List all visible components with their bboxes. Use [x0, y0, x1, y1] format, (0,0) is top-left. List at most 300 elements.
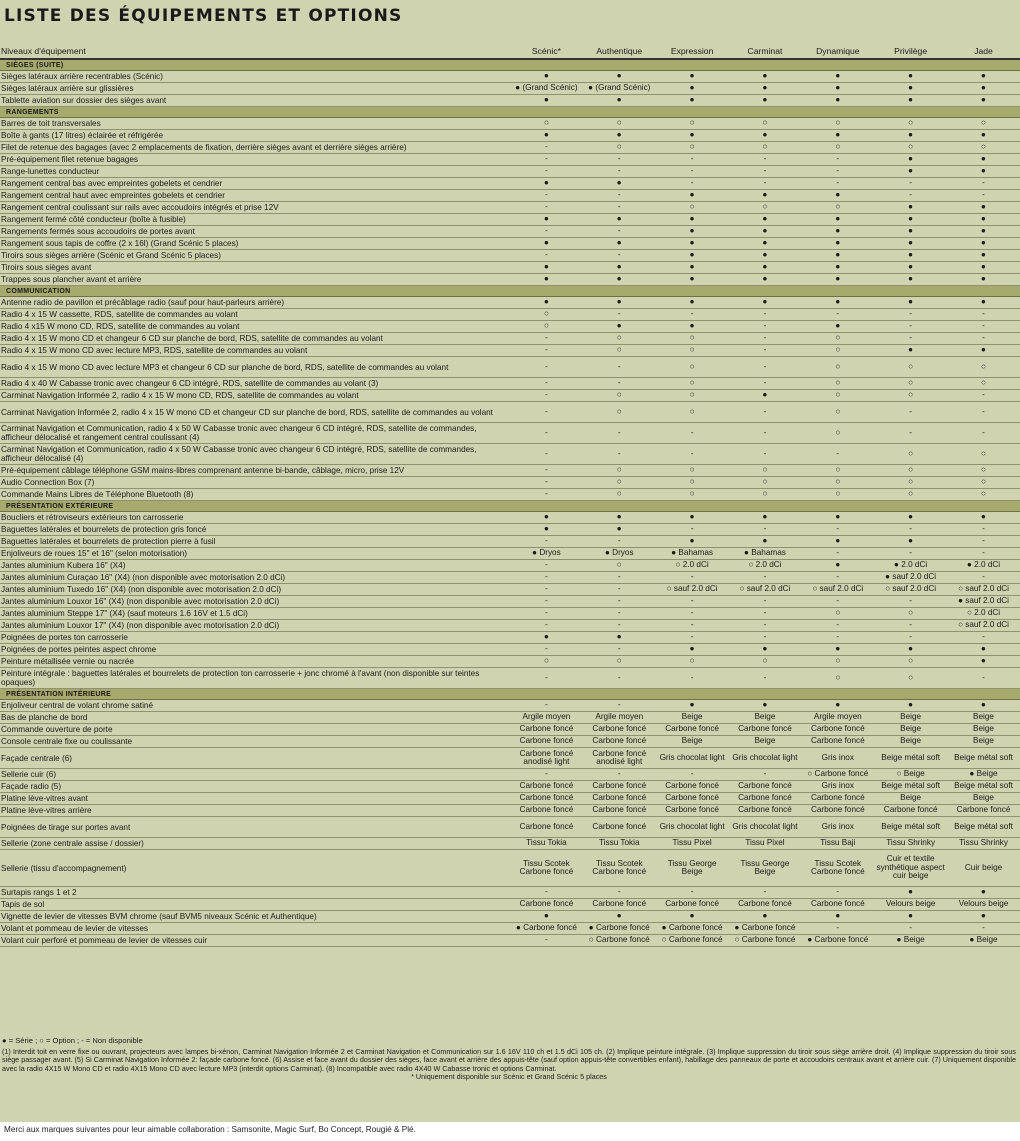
table-row [0, 83, 1020, 95]
table-row [0, 536, 1020, 548]
equipment-label: Poignées de portes peintes aspect chrome [0, 644, 510, 656]
equipment-label: Tablette aviation sur dossier des sièges avant [0, 95, 510, 107]
equipment-label: Enjoliveur central de volant chrome satiné [0, 700, 510, 712]
availability-cell: ○ [947, 118, 1020, 130]
equipment-label: Commande ouverture de porte [0, 724, 510, 736]
equipment-label: Jantes aluminium Louxor 16" (X4) (non disponible avec motorisation 2.0 dCi) [0, 596, 510, 608]
availability-cell: ○ [656, 378, 729, 390]
availability-cell: ● [874, 911, 947, 923]
table-row [0, 465, 1020, 477]
availability-cell: Carbone foncé [729, 781, 802, 793]
table-row [0, 190, 1020, 202]
availability-cell: - [510, 887, 583, 899]
availability-cell: ● [801, 95, 874, 107]
availability-cell: Carbone foncé [583, 793, 656, 805]
availability-cell: ○ [656, 202, 729, 214]
equipment-label: Tapis de sol [0, 899, 510, 911]
availability-cell: - [947, 402, 1020, 423]
column-header: Privilège [874, 44, 947, 59]
availability-cell: ○ [656, 390, 729, 402]
availability-cell: ● Bahamas [729, 548, 802, 560]
section-title: RANGEMENTS [6, 108, 59, 116]
availability-cell: - [729, 620, 802, 632]
availability-cell: ● [947, 71, 1020, 83]
availability-cell: ● Dryos [583, 548, 656, 560]
availability-cell: - [583, 769, 656, 781]
availability-cell: Cuir et textile synthétique aspect cuir beige [874, 850, 947, 887]
table-row [0, 596, 1020, 608]
equipment-label: Carminat Navigation Informée 2, radio 4 x 15 W mono CD, RDS, satellite de commandes au volant [0, 390, 510, 402]
availability-cell: - [947, 632, 1020, 644]
availability-cell: ● [947, 166, 1020, 178]
section-header-row [0, 107, 1020, 118]
availability-cell: ● [874, 71, 947, 83]
availability-cell: - [583, 444, 656, 465]
availability-cell: Beige [947, 712, 1020, 724]
section-title: PRÉSENTATION EXTÉRIEURE [6, 502, 114, 510]
availability-cell: - [801, 309, 874, 321]
table-row [0, 262, 1020, 274]
table-row [0, 781, 1020, 793]
availability-cell: - [510, 572, 583, 584]
availability-cell: - [510, 357, 583, 378]
availability-cell: - [510, 345, 583, 357]
availability-cell: Tissu Scotek Carbone foncé [510, 850, 583, 887]
availability-cell: ● [947, 95, 1020, 107]
availability-cell: ○ [656, 402, 729, 423]
equipment-label: Sièges latéraux arrière sur glissières [0, 83, 510, 95]
availability-cell: ○ [583, 118, 656, 130]
availability-cell: ● [729, 390, 802, 402]
availability-cell: - [656, 620, 729, 632]
availability-cell: Tissu George Beige [729, 850, 802, 887]
equipment-label: Carminat Navigation et Communication, radio 4 x 50 W Cabasse tronic avec changeur 6 CD intégré, RDS, satellite de commandes, afficheur délocalisé et rangement central coulissant (4) [0, 423, 510, 444]
availability-cell: ○ [583, 390, 656, 402]
availability-cell: Gris inox [801, 748, 874, 769]
availability-cell: ○ [874, 357, 947, 378]
column-header: Carminat [729, 44, 802, 59]
equipment-label: Jantes aluminium Kubera 16" (X4) [0, 560, 510, 572]
availability-cell: ○ [510, 656, 583, 668]
availability-cell: ● [729, 238, 802, 250]
section-header [0, 689, 1020, 700]
availability-cell: - [729, 596, 802, 608]
equipment-label: Audio Connection Box (7) [0, 477, 510, 489]
table-row [0, 390, 1020, 402]
availability-cell: ● [801, 560, 874, 572]
availability-cell: - [801, 596, 874, 608]
availability-cell: ○ [947, 444, 1020, 465]
equipment-label: Vignette de levier de vitesses BVM chrome (sauf BVM5 niveaux Scénic et Authentique) [0, 911, 510, 923]
table-row [0, 911, 1020, 923]
availability-cell: ● [947, 238, 1020, 250]
availability-cell: - [583, 644, 656, 656]
availability-cell: ● 2.0 dCi [947, 560, 1020, 572]
table-row [0, 620, 1020, 632]
availability-cell: ● Bahamas [656, 548, 729, 560]
availability-cell: - [729, 357, 802, 378]
column-header: Expression [656, 44, 729, 59]
availability-cell: ○ sauf 2.0 dCi [947, 584, 1020, 596]
availability-cell: Beige métal soft [947, 817, 1020, 838]
availability-cell: Carbone foncé [656, 724, 729, 736]
availability-cell: Carbone foncé [583, 724, 656, 736]
availability-cell: Tissu Scotek Carbone foncé [801, 850, 874, 887]
availability-cell: ● [801, 190, 874, 202]
availability-cell: - [656, 444, 729, 465]
thanks-line: Merci aux marques suivantes pour leur aimable collaboration : Samsonite, Magic Surf, Bo Concept, Rougié & Plé. [4, 1125, 416, 1134]
availability-cell: - [729, 402, 802, 423]
table-row [0, 423, 1020, 444]
table-row [0, 850, 1020, 887]
column-header: Jade [947, 44, 1020, 59]
availability-cell: ● [801, 536, 874, 548]
availability-cell: Beige métal soft [874, 748, 947, 769]
availability-cell: ● [947, 911, 1020, 923]
table-row [0, 736, 1020, 748]
equipment-label: Poignées de tirage sur portes avant [0, 817, 510, 838]
availability-cell: ● [947, 700, 1020, 712]
equipment-label: Sellerie cuir (6) [0, 769, 510, 781]
availability-cell: Carbone foncé [729, 724, 802, 736]
availability-cell: - [583, 378, 656, 390]
table-row [0, 817, 1020, 838]
section-header-row [0, 689, 1020, 700]
availability-cell: ● sauf 2.0 dCi [874, 572, 947, 584]
column-header: Authentique [583, 44, 656, 59]
availability-cell: Tissu Baji [801, 838, 874, 850]
availability-cell: ○ [801, 656, 874, 668]
table-row [0, 524, 1020, 536]
availability-cell: Tissu Scotek Carbone foncé [583, 850, 656, 887]
availability-cell: - [510, 560, 583, 572]
equipment-label: Façade centrale (6) [0, 748, 510, 769]
availability-cell: - [801, 572, 874, 584]
availability-cell: ● (Grand Scénic) [510, 83, 583, 95]
availability-cell: ● [729, 130, 802, 142]
table-row [0, 95, 1020, 107]
equipment-label: Rangement fermé côté conducteur (boîte à fusible) [0, 214, 510, 226]
availability-cell: ● [583, 297, 656, 309]
availability-cell: ○ [656, 489, 729, 501]
availability-cell: - [583, 608, 656, 620]
table-row [0, 724, 1020, 736]
equipment-label: Enjoliveurs de roues 15" et 16" (selon motorisation) [0, 548, 510, 560]
table-row [0, 805, 1020, 817]
table-row [0, 357, 1020, 378]
availability-cell: - [947, 178, 1020, 190]
availability-cell: ● [729, 214, 802, 226]
availability-cell: Beige [874, 793, 947, 805]
availability-cell: ○ 2.0 dCi [729, 560, 802, 572]
availability-cell: ● [583, 274, 656, 286]
table-row [0, 656, 1020, 668]
section-title: SIÈGES (SUITE) [6, 61, 64, 69]
availability-cell: Carbone foncé [510, 817, 583, 838]
availability-cell: - [583, 309, 656, 321]
availability-cell: ○ [656, 333, 729, 345]
availability-cell: - [656, 769, 729, 781]
availability-cell: - [729, 166, 802, 178]
availability-cell: ○ [510, 118, 583, 130]
table-row [0, 712, 1020, 724]
availability-cell: - [874, 632, 947, 644]
availability-cell: - [583, 250, 656, 262]
availability-cell: Beige [947, 736, 1020, 748]
availability-cell: ● [583, 512, 656, 524]
equipment-label: Carminat Navigation et Communication, radio 4 x 50 W Cabasse tronic avec changeur 6 CD intégré, RDS, satellite de commandes, afficheur délocalisé (4) [0, 444, 510, 465]
availability-cell: ○ 2.0 dCi [656, 560, 729, 572]
table-row [0, 748, 1020, 769]
availability-cell: Cuir beige [947, 850, 1020, 887]
availability-cell: ● [947, 274, 1020, 286]
availability-cell: ○ 2.0 dCi [947, 608, 1020, 620]
availability-cell: Carbone foncé [801, 793, 874, 805]
column-header: Dynamique [801, 44, 874, 59]
availability-cell: ● (Grand Scénic) [583, 83, 656, 95]
availability-cell: - [874, 524, 947, 536]
availability-cell: - [801, 154, 874, 166]
availability-cell: ○ [874, 668, 947, 689]
equipment-label: Façade radio (5) [0, 781, 510, 793]
table-row [0, 644, 1020, 656]
equipment-label: Peinture métallisée vernie ou nacrée [0, 656, 510, 668]
availability-cell: ○ [656, 345, 729, 357]
availability-cell: ○ [656, 357, 729, 378]
table-row [0, 444, 1020, 465]
equipment-label: Rangements fermés sous accoudoirs de portes avant [0, 226, 510, 238]
availability-cell: ● [801, 700, 874, 712]
availability-cell: ● [656, 512, 729, 524]
availability-cell: - [729, 668, 802, 689]
table-row [0, 887, 1020, 899]
availability-cell: - [801, 178, 874, 190]
table-body [0, 59, 1020, 947]
table-row [0, 321, 1020, 333]
availability-cell: - [801, 632, 874, 644]
availability-cell: ● [583, 130, 656, 142]
availability-cell: ○ [729, 142, 802, 154]
availability-cell: ○ [874, 118, 947, 130]
table-row [0, 154, 1020, 166]
availability-cell: ● [801, 214, 874, 226]
table-row [0, 118, 1020, 130]
availability-cell: Beige métal soft [874, 817, 947, 838]
availability-cell: - [729, 524, 802, 536]
availability-cell: ● [656, 250, 729, 262]
availability-cell: ● [729, 700, 802, 712]
availability-cell: ○ [583, 142, 656, 154]
table-row [0, 142, 1020, 154]
equipment-label: Boîte à gants (17 litres) éclairée et réfrigérée [0, 130, 510, 142]
availability-cell: ○ [874, 477, 947, 489]
equipment-label: Range-lunettes conducteur [0, 166, 510, 178]
availability-cell: Argile moyen [510, 712, 583, 724]
availability-cell: - [874, 423, 947, 444]
availability-cell: ● [656, 700, 729, 712]
availability-cell: - [510, 477, 583, 489]
section-header [0, 286, 1020, 297]
availability-cell: - [583, 584, 656, 596]
availability-cell: ○ [874, 142, 947, 154]
availability-cell: ○ Beige [874, 769, 947, 781]
availability-cell: ● [656, 71, 729, 83]
equipment-label: Platine lève-vitres avant [0, 793, 510, 805]
availability-cell: - [729, 333, 802, 345]
equipment-label: Boucliers et rétroviseurs extérieurs ton carrosserie [0, 512, 510, 524]
equipment-label: Bas de planche de bord [0, 712, 510, 724]
availability-cell: ● [947, 83, 1020, 95]
availability-cell: ● Beige [947, 769, 1020, 781]
availability-cell: Tissu Tokia [510, 838, 583, 850]
availability-cell: - [947, 536, 1020, 548]
availability-cell: ○ [947, 378, 1020, 390]
availability-cell: Tissu Pixel [656, 838, 729, 850]
availability-cell: ● [874, 154, 947, 166]
availability-cell: - [947, 333, 1020, 345]
availability-cell: ● [947, 202, 1020, 214]
availability-cell: Beige [729, 712, 802, 724]
availability-cell: ● [801, 83, 874, 95]
availability-cell: ● [583, 238, 656, 250]
equipment-label: Rangement central coulissant sur rails avec accoudoirs intégrés et prise 12V [0, 202, 510, 214]
availability-cell: ● [510, 238, 583, 250]
equipment-label: Baguettes latérales et bourrelets de protection gris foncé [0, 524, 510, 536]
availability-cell: ○ [583, 402, 656, 423]
availability-cell: - [801, 923, 874, 935]
availability-cell: - [583, 154, 656, 166]
availability-cell: - [801, 887, 874, 899]
table-row [0, 548, 1020, 560]
availability-cell: Carbone foncé [801, 724, 874, 736]
section-title: PRÉSENTATION INTÉRIEURE [6, 690, 112, 698]
availability-cell: ○ [801, 142, 874, 154]
availability-cell: ○ Carbone foncé [583, 935, 656, 947]
availability-cell: ○ [801, 333, 874, 345]
availability-cell: ● [801, 262, 874, 274]
availability-cell: ● [510, 262, 583, 274]
availability-cell: Carbone foncé [729, 793, 802, 805]
availability-cell: - [874, 178, 947, 190]
equipment-label: Platine lève-vitres arrière [0, 805, 510, 817]
availability-cell: ● Beige [947, 935, 1020, 947]
availability-cell: ● [874, 166, 947, 178]
availability-cell: Carbone foncé [656, 793, 729, 805]
availability-cell: - [947, 423, 1020, 444]
availability-cell: ● Carbone foncé [801, 935, 874, 947]
availability-cell: Carbone foncé [510, 724, 583, 736]
availability-cell: ● [656, 911, 729, 923]
equipment-label: Tiroirs sous sièges avant [0, 262, 510, 274]
availability-cell: Gris chocolat light [729, 748, 802, 769]
availability-cell: ○ [583, 477, 656, 489]
availability-cell: ● [874, 512, 947, 524]
availability-cell: ○ [656, 118, 729, 130]
availability-cell: - [729, 572, 802, 584]
availability-cell: - [510, 668, 583, 689]
section-title: COMMUNICATION [6, 287, 71, 295]
availability-cell: - [583, 572, 656, 584]
availability-cell: - [947, 321, 1020, 333]
table-row [0, 226, 1020, 238]
availability-cell: - [510, 620, 583, 632]
equipment-label: Baguettes latérales et bourrelets de protection pierre à fusil [0, 536, 510, 548]
availability-cell: ○ [874, 444, 947, 465]
availability-cell: Carbone foncé [656, 899, 729, 911]
availability-cell: ● [583, 632, 656, 644]
equipment-label: Radio 4 x 15 W mono CD avec lecture MP3 et changeur 6 CD sur planche de bord, RDS, satellite de commandes au volant [0, 357, 510, 378]
availability-cell: - [510, 226, 583, 238]
availability-cell: - [510, 142, 583, 154]
equipment-label: Commande Mains Libres de Téléphone Bluetooth (8) [0, 489, 510, 501]
availability-cell: ● [801, 911, 874, 923]
table-row [0, 477, 1020, 489]
availability-cell: ○ [656, 465, 729, 477]
availability-cell: ○ [510, 321, 583, 333]
availability-cell: ● [874, 274, 947, 286]
availability-cell: Carbone foncé [583, 736, 656, 748]
availability-cell: ● Carbone foncé [656, 923, 729, 935]
availability-cell: Carbone foncé [656, 805, 729, 817]
availability-cell: ○ sauf 2.0 dCi [801, 584, 874, 596]
availability-cell: - [874, 321, 947, 333]
availability-cell: - [510, 202, 583, 214]
availability-cell: ○ [729, 477, 802, 489]
table-row [0, 899, 1020, 911]
page-title: LISTE DES ÉQUIPEMENTS ET OPTIONS [4, 6, 403, 26]
availability-cell: Carbone foncé anodisé light [583, 748, 656, 769]
availability-cell: Carbone foncé [656, 781, 729, 793]
availability-cell: - [583, 423, 656, 444]
availability-cell: - [510, 333, 583, 345]
availability-cell: Gris chocolat light [729, 817, 802, 838]
availability-cell: ● [874, 250, 947, 262]
equipment-label: Radio 4 x 15 W mono CD avec lecture MP3, RDS, satellite de commandes au volant [0, 345, 510, 357]
availability-cell: - [729, 154, 802, 166]
availability-cell: - [656, 668, 729, 689]
availability-cell: ● [510, 178, 583, 190]
availability-cell: - [583, 700, 656, 712]
availability-cell: Tissu Shrinky [874, 838, 947, 850]
availability-cell: ● [874, 644, 947, 656]
section-header [0, 501, 1020, 512]
availability-cell: ● [874, 700, 947, 712]
availability-cell: ● [947, 512, 1020, 524]
availability-cell: ● [510, 632, 583, 644]
availability-cell: ● [510, 911, 583, 923]
availability-cell: Carbone foncé [801, 805, 874, 817]
availability-cell: - [583, 887, 656, 899]
section-header-row [0, 59, 1020, 71]
availability-cell: Velours beige [947, 899, 1020, 911]
table-row [0, 769, 1020, 781]
availability-cell: ● [801, 226, 874, 238]
availability-cell: ○ [656, 656, 729, 668]
availability-cell: - [510, 166, 583, 178]
availability-cell: Carbone foncé [583, 817, 656, 838]
availability-cell: - [874, 923, 947, 935]
availability-cell: - [874, 333, 947, 345]
availability-cell: ● [510, 297, 583, 309]
availability-cell: Beige métal soft [947, 748, 1020, 769]
availability-cell: - [729, 345, 802, 357]
availability-cell: ○ [801, 402, 874, 423]
table-row [0, 572, 1020, 584]
availability-cell: ● [729, 274, 802, 286]
availability-cell: - [583, 620, 656, 632]
availability-cell: Beige [874, 712, 947, 724]
table-row [0, 238, 1020, 250]
